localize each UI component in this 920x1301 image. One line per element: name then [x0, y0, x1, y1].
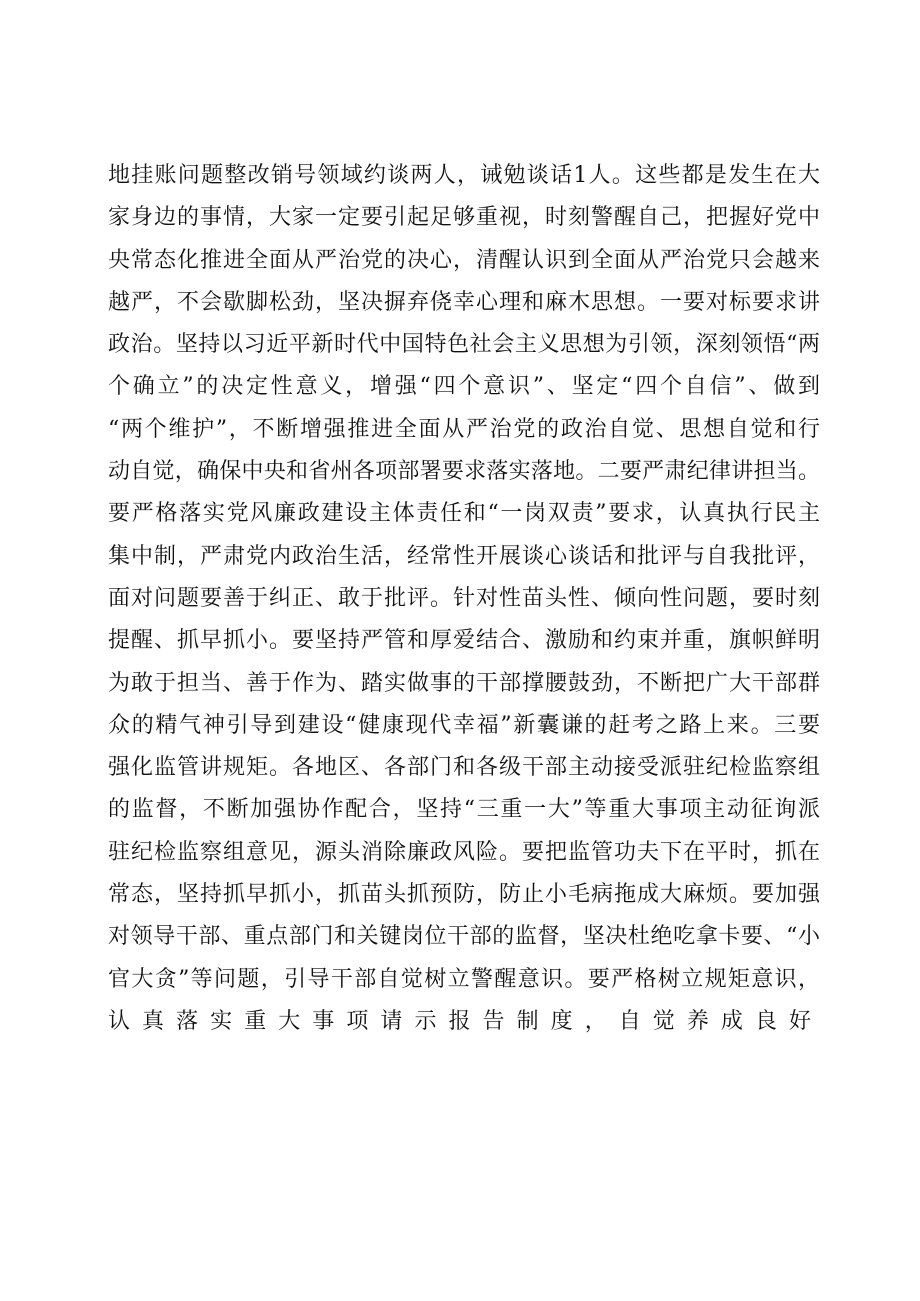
text-line-1: 地挂账问题整改销号领域约谈两人，诫勉谈话1人。这些都是发生在大 — [108, 163, 820, 188]
text-line-8: 动自觉，确保中央和省州各项部署要求落实落地。二要严肃纪律讲担当。 — [108, 459, 820, 485]
text-line-4: 越严，不会歇脚松劲，坚决摒弃侥幸心理和麻木思想。一要对标要求讲 — [108, 289, 820, 315]
text-line-11: 面对问题要善于纠正、敢于批评。针对性苗头性、倾向性问题，要时刻 — [108, 585, 820, 611]
text-line-21: 认真落实重大事项请示报告制度，自觉养成良好 — [108, 1008, 820, 1034]
text-line-13: 为敢于担当、善于作为、踏实做事的干部撑腰鼓劲，不断把广大干部群 — [108, 670, 820, 696]
text-line-16: 的监督，不断加强协作配合，坚持“三重一大”等重大事项主动征询派 — [108, 797, 820, 823]
text-line-17: 驻纪检监察组意见，源头消除廉政风险。要把监管功夫下在平时，抓在 — [108, 839, 820, 865]
text-line-19: 对领导干部、重点部门和关键岗位干部的监督，坚决杜绝吃拿卡要、“小 — [108, 924, 820, 950]
text-line-5: 政治。坚持以习近平新时代中国特色社会主义思想为引领，深刻领悟“两 — [108, 332, 820, 358]
text-line-6: 个确立”的决定性意义，增强“四个意识”、坚定“四个自信”、做到 — [108, 374, 820, 400]
text-line-3: 央常态化推进全面从严治党的决心，清醒认识到全面从严治党只会越来 — [108, 247, 820, 273]
text-line-9: 要严格落实党风廉政建设主体责任和“一岗双责”要求，认真执行民主 — [108, 501, 820, 527]
text-line-7: “两个维护”，不断增强推进全面从严治党的政治自觉、思想自觉和行 — [108, 416, 820, 442]
text-line-2: 家身边的事情，大家一定要引起足够重视，时刻警醒自己，把握好党中 — [108, 205, 820, 231]
text-line-10: 集中制，严肃党内政治生活，经常性开展谈心谈话和批评与自我批评， — [108, 543, 820, 569]
body-text — [108, 155, 820, 1043]
text-line-14: 众的精气神引导到建设“健康现代幸福”新囊谦的赶考之路上来。三要 — [108, 712, 820, 738]
text-line-18: 常态，坚持抓早抓小，抓苗头抓预防，防止小毛病拖成大麻烦。要加强 — [108, 882, 820, 908]
text-line-15: 强化监管讲规矩。各地区、各部门和各级干部主动接受派驻纪检监察组 — [108, 755, 820, 781]
text-line-12: 提醒、抓早抓小。要坚持严管和厚爱结合、激励和约束并重，旗帜鲜明 — [108, 628, 820, 654]
text-line-20: 官大贪”等问题，引导干部自觉树立警醒意识。要严格树立规矩意识， — [108, 966, 820, 992]
